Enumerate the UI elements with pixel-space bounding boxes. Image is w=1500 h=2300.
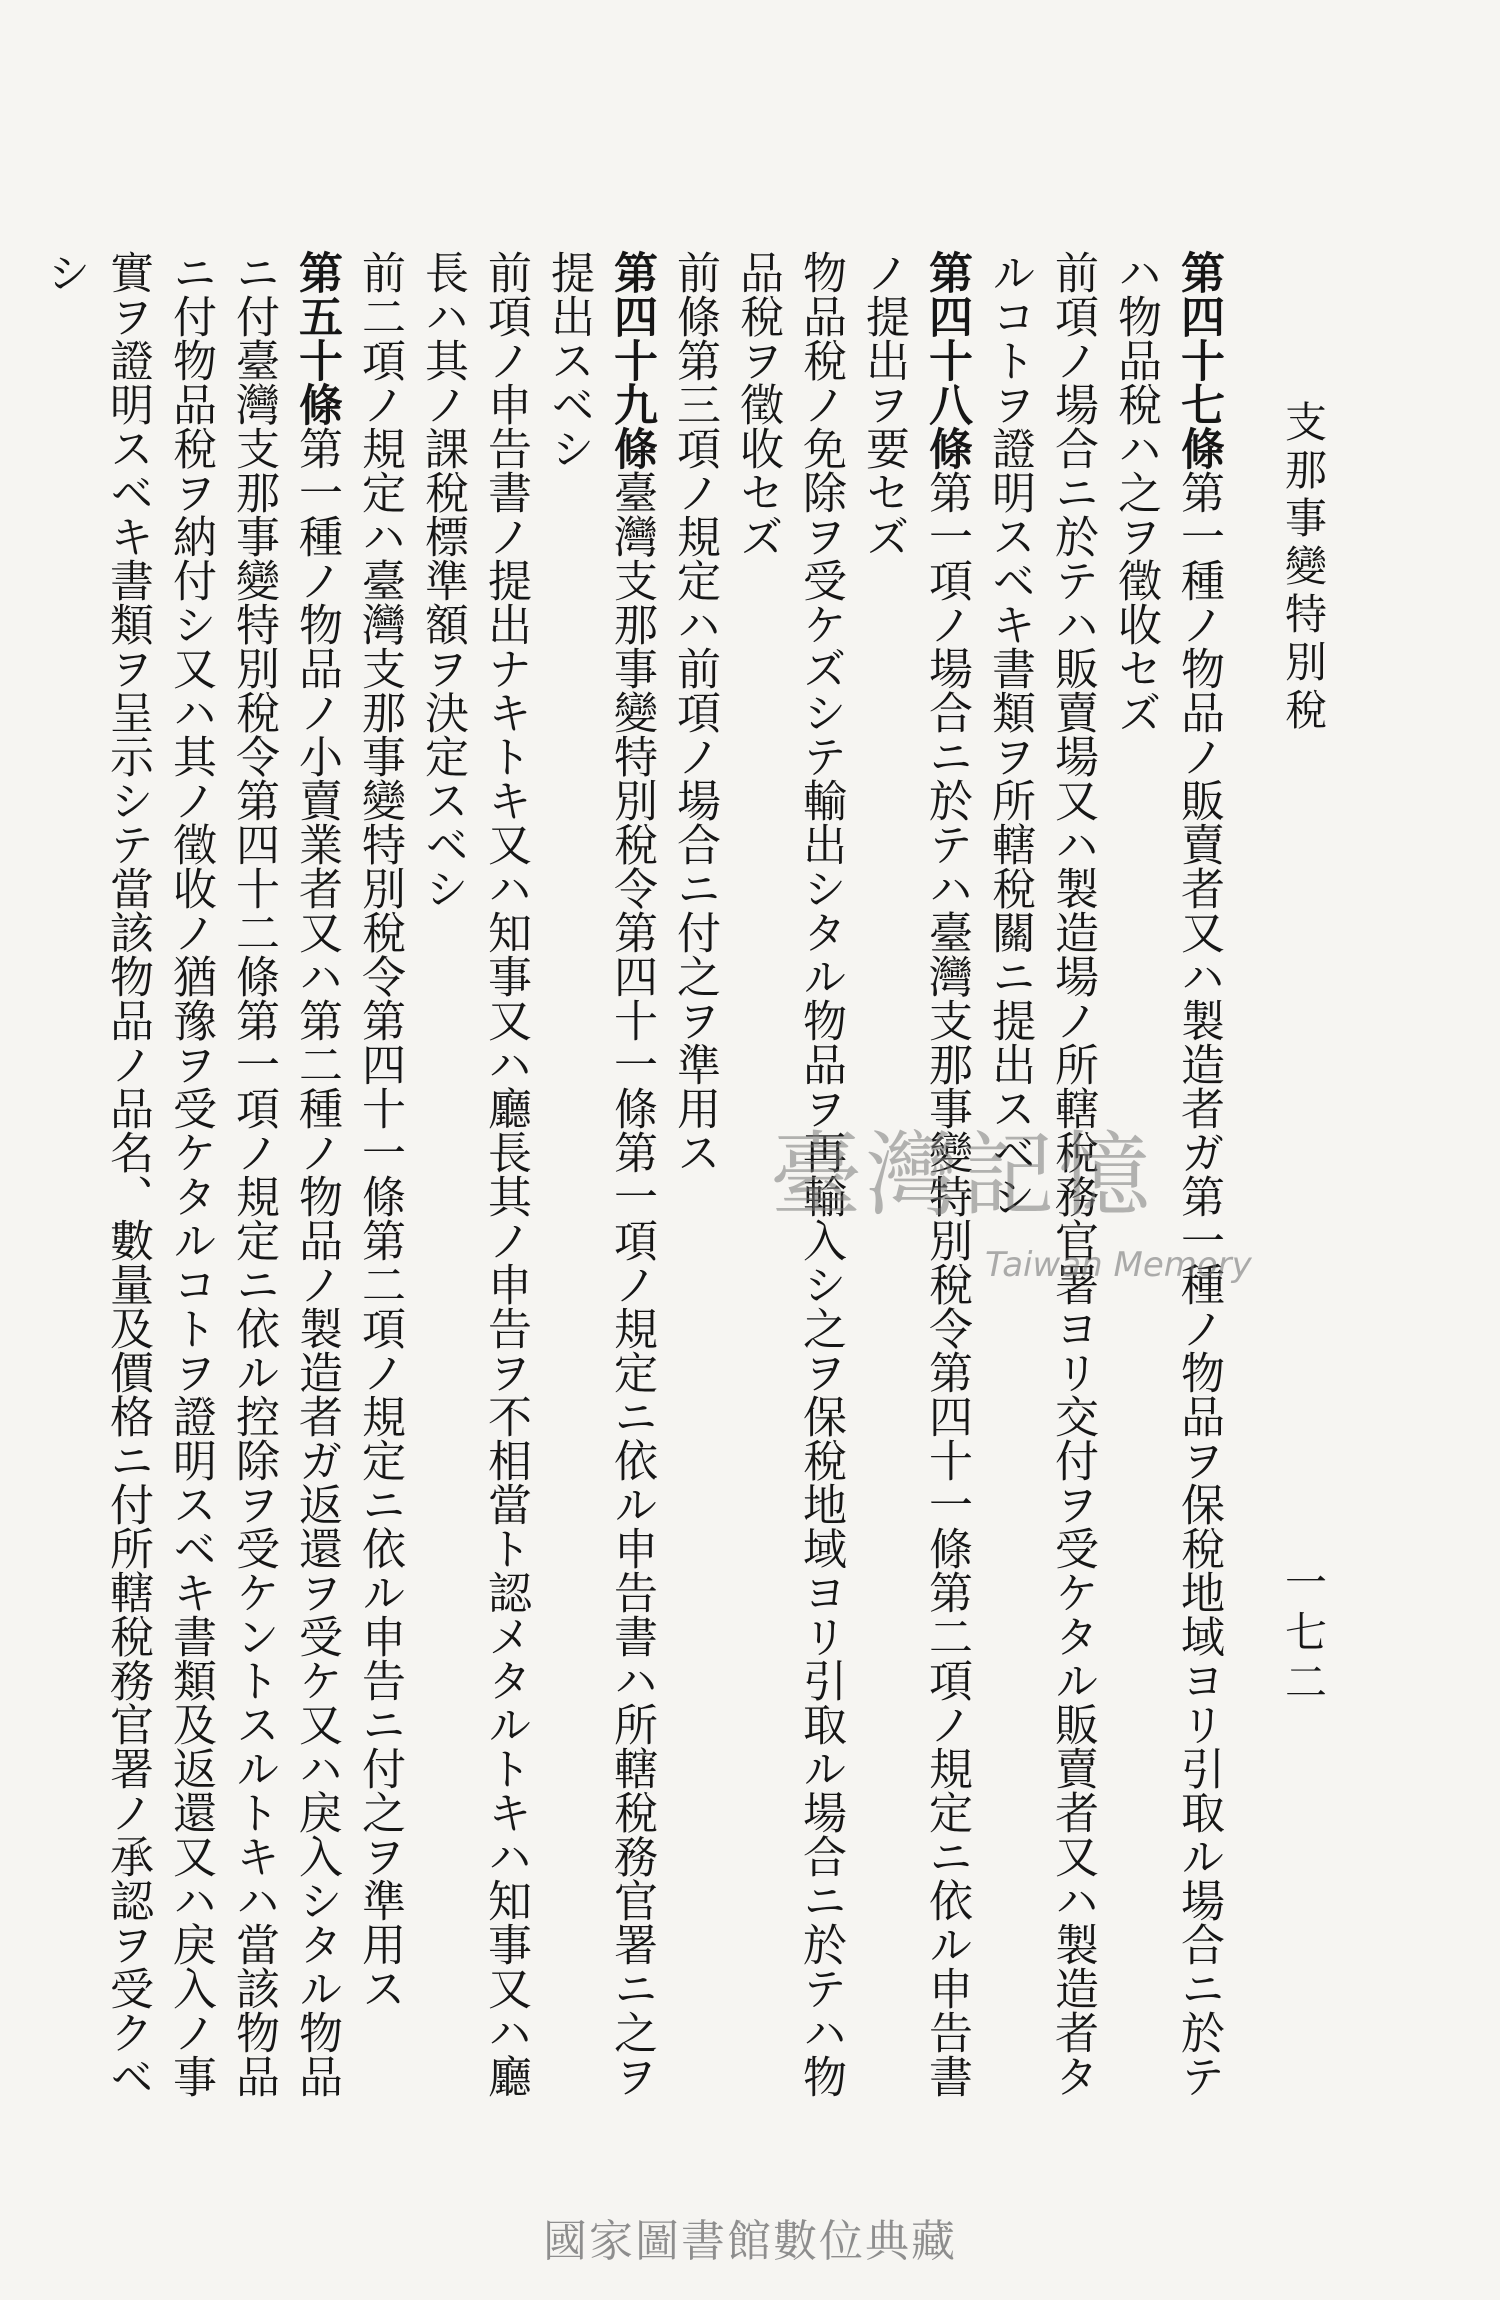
page-number: 一七二	[1279, 1560, 1328, 1710]
article-heading-48: 第四十八條	[921, 250, 972, 470]
watermark-subtitle: Taiwan Memory	[985, 1245, 1252, 1285]
paragraph-article-49-3	[348, 250, 411, 2100]
paragraph-text: 第一種ノ物品ノ販賣者又ハ製造者ガ第一種ノ物品ヲ保稅地域ヨリ引取ル場合ニ於テハ物品稅ハ之ヲ徵收セズ	[1110, 250, 1224, 2098]
article-heading-47: 第四十七條	[1173, 250, 1224, 470]
paragraph-text: 前二項ノ規定ハ臺灣支那事變特別稅令第四十一條第二項ノ規定ニ依ル申告ニ付之ヲ準用ス	[354, 250, 405, 2010]
paragraph-text: 臺灣支那事變特別稅令第四十一條第一項ノ規定ニ依ル申告書ハ所轄稅務官署ニ之ヲ提出スベシ	[543, 250, 657, 2098]
paragraph-text: 物品稅ノ免除ヲ受ケズシテ輸出シタル物品ヲ再輸入シ之ヲ保稅地域ヨリ引取ル場合ニ於テハ物品稅ヲ徵收セズ	[732, 250, 846, 2098]
article-heading-50: 第五十條	[291, 250, 342, 426]
article-heading-49: 第四十九條	[606, 250, 657, 470]
running-title: 支那事變特別稅	[1279, 400, 1328, 736]
paragraph-article-50	[33, 250, 348, 2100]
paragraph-text: 前條第三項ノ規定ハ前項ノ場合ニ付之ヲ準用ス	[669, 250, 720, 1174]
paragraph-article-49-2	[411, 250, 537, 2100]
paragraph-article-48-3	[663, 250, 726, 2100]
paragraph-text: 前項ノ場合ニ於テハ販賣場又ハ製造場ノ所轄稅務官署ヨリ交付ヲ受ケタル販賣者又ハ製造者タルコトヲ證明スベキ書類ヲ所轄稅關ニ提出スベシ	[984, 250, 1098, 2098]
watermark-logo: 臺灣記憶	[770, 1122, 1155, 1229]
paragraph-text: 前項ノ申告書ノ提出ナキトキ又ハ知事又ハ廳長其ノ申告ヲ不相當ト認メタルトキハ知事又ハ廳長ハ其ノ課稅標準額ヲ決定スベシ	[417, 250, 531, 2098]
paragraph-article-49	[537, 250, 663, 2100]
footer-archive-credit: 國家圖書館數位典藏	[543, 2216, 957, 2267]
paragraph-text: 第一種ノ物品ノ小賣業者又ハ第二種ノ物品ノ製造者ガ返還ヲ受ケ又ハ戾入シタル物品ニ付臺灣支那事變特別稅令第四十二條第一項ノ規定ニ依ル控除ヲ受ケントスルトキハ當該物品ニ付物品稅ヲ納付シ又ハ其ノ徵收ノ猶豫ヲ受ケタルコトヲ證明スベキ書類及返還又ハ戾入ノ事實ヲ證明スベキ書類ヲ呈示シテ當該物品ノ品名、數量及價格ニ付所轄稅務官署ノ承認ヲ受クベシ	[39, 250, 342, 2098]
paragraph-text: 第一項ノ場合ニ於テハ臺灣支那事變特別稅令第四十一條第二項ノ規定ニ依ル申告書ノ提出ヲ要セズ	[858, 250, 972, 2098]
